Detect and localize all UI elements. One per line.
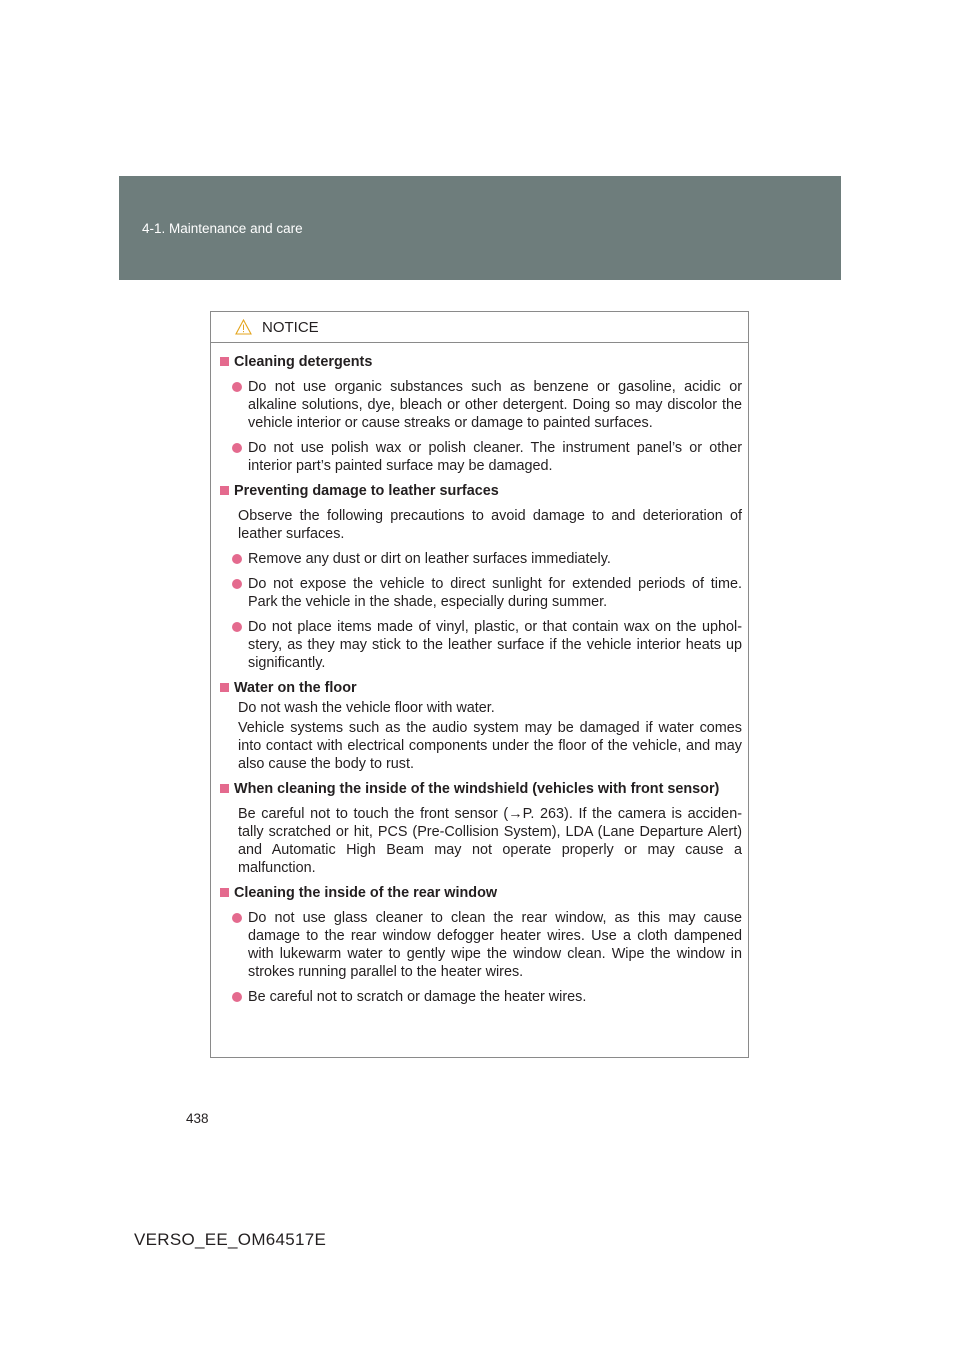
- list-item: [232, 575, 742, 611]
- notice-title: NOTICE: [262, 318, 319, 336]
- list-item-text: Be careful not to scratch or damage the heater wires.: [248, 989, 587, 1005]
- list-item-text: Do not use organic substances such as benzene or gasoline, acidic or alkaline solutions, dye, bleach or other detergent. Doing so may discolor the vehicle interior or cause streaks or damage to painted surfaces.: [248, 379, 742, 431]
- list-item-text: Do not place items made of vinyl, plastic, or that contain wax on the uphol-stery, as they may stick to the leather surface if the vehicle interior heats up significantly.: [248, 619, 742, 671]
- paragraph: Vehicle systems such as the audio system may be damaged if water comes into contact with electrical components under the floor of the vehicle, and may also cause the body to rust.: [238, 720, 742, 772]
- list-item: [232, 988, 742, 1006]
- section-header-band: [119, 176, 841, 280]
- heading-text: Cleaning detergents: [234, 354, 373, 370]
- section-heading: [220, 884, 742, 902]
- paragraph: Do not wash the vehicle floor with water.: [238, 700, 495, 716]
- heading-text: Cleaning the inside of the rear window: [234, 885, 498, 901]
- paragraph: Be careful not to touch the front sensor (→P. 263). If the camera is acciden-tally scratched or hit, PCS (Pre-Collision System), LDA (Lane Departure Alert) and Automatic High Beam may not operate properly or may cause a malfunction.: [238, 806, 742, 876]
- section-heading: [220, 482, 742, 500]
- heading-text: Water on the floor: [234, 680, 357, 696]
- list-item-text: Do not use polish wax or polish cleaner. The instrument panel’s or other interior part’s painted surface may be damaged.: [248, 440, 742, 474]
- list-item: [232, 439, 742, 475]
- square-bullet-icon: [220, 683, 229, 692]
- list-item: [232, 378, 742, 432]
- round-bullet-icon: [232, 443, 242, 453]
- notice-header: [211, 312, 748, 343]
- section-title: 4-1. Maintenance and care: [142, 221, 303, 236]
- section-heading: [220, 780, 742, 798]
- list-item: [232, 618, 742, 672]
- heading-text: When cleaning the inside of the windshield (vehicles with front sensor): [234, 781, 720, 797]
- round-bullet-icon: [232, 622, 242, 632]
- notice-body: [211, 343, 748, 1006]
- square-bullet-icon: [220, 784, 229, 793]
- list-item-text: Do not use glass cleaner to clean the rear window, as this may cause damage to the rear window defogger heater wires. Use a cloth dampened with lukewarm water to gently wipe the window clean. Wipe the window in strokes running parallel to the heater wires.: [248, 910, 742, 980]
- list-item-text: Do not expose the vehicle to direct sunlight for extended periods of time. Park the vehicle in the shade, especially during summer.: [248, 576, 742, 610]
- list-item: [232, 909, 742, 981]
- document-id: VERSO_EE_OM64517E: [134, 1230, 327, 1249]
- warning-triangle-icon: [235, 319, 252, 335]
- page-number: 438: [186, 1111, 209, 1126]
- round-bullet-icon: [232, 382, 242, 392]
- section-heading: [220, 679, 742, 697]
- round-bullet-icon: [232, 913, 242, 923]
- list-item-text: Remove any dust or dirt on leather surfaces immediately.: [248, 551, 611, 567]
- square-bullet-icon: [220, 357, 229, 366]
- heading-text: Preventing damage to leather surfaces: [234, 483, 499, 499]
- list-item: [232, 550, 742, 568]
- round-bullet-icon: [232, 554, 242, 564]
- square-bullet-icon: [220, 486, 229, 495]
- notice-box: [210, 311, 749, 1058]
- round-bullet-icon: [232, 579, 242, 589]
- paragraph: Observe the following precautions to avoid damage to and deterioration of leather surfaces.: [238, 508, 742, 542]
- section-heading: [220, 353, 742, 371]
- square-bullet-icon: [220, 888, 229, 897]
- round-bullet-icon: [232, 992, 242, 1002]
